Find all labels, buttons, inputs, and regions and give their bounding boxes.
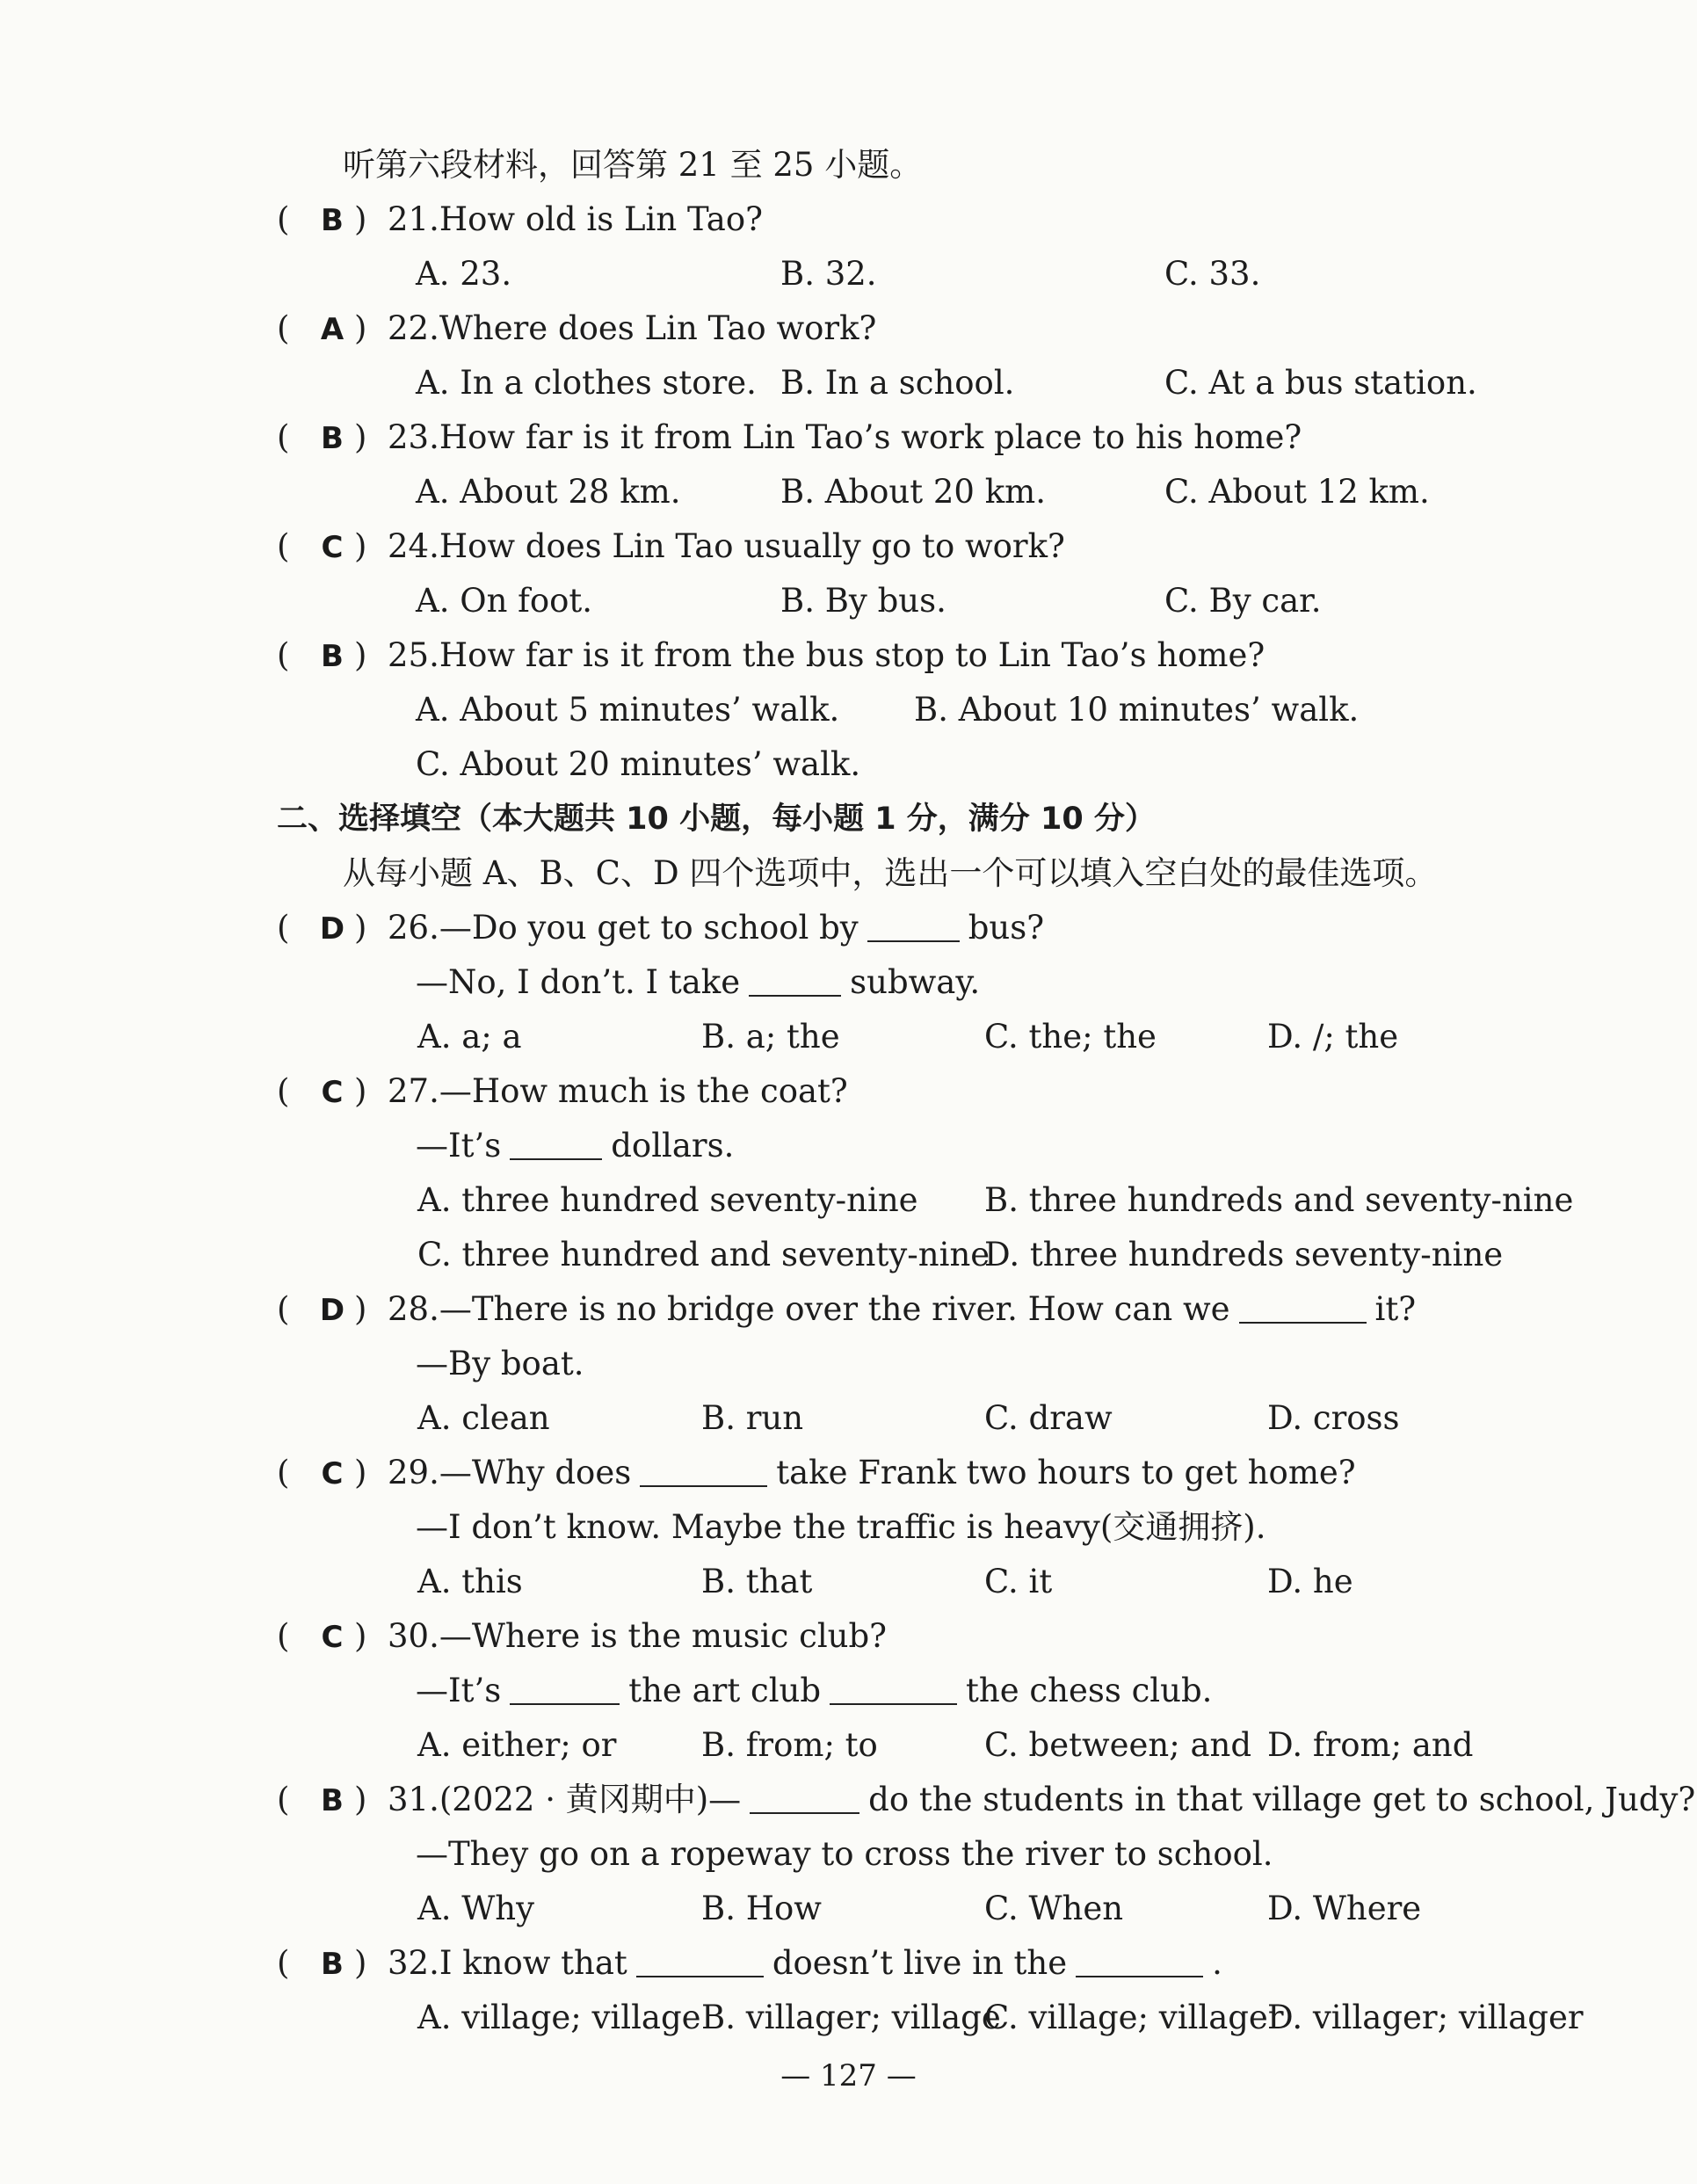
answer-27: C: [321, 1075, 344, 1110]
blank: [867, 912, 960, 942]
option: A. three hundred seventy-nine: [417, 1181, 918, 1219]
option: B. run: [701, 1399, 804, 1437]
answer-24: C: [321, 530, 344, 565]
answer-28: D: [319, 1293, 345, 1328]
question-26: ( D ) 26.—Do you get to school by bus?: [277, 909, 1045, 947]
option: C. village; villager: [984, 1999, 1284, 2036]
option: B. By bus.: [780, 582, 946, 620]
option: C. it: [984, 1563, 1053, 1600]
question-29: ( C ) 29.—Why does take Frank two hours to get home?: [277, 1454, 1356, 1491]
question-24: ( C ) 24.How does Lin Tao usually go to work?: [277, 527, 1065, 565]
question-29-reply: —I don’t know. Maybe the traffic is heavy(交通拥挤).: [416, 1508, 1266, 1546]
answer-31: B: [321, 1783, 344, 1818]
option: A. About 5 minutes’ walk.: [416, 691, 840, 729]
option: D. /; the: [1267, 1018, 1399, 1056]
option: B. three hundreds and seventy-nine: [984, 1181, 1574, 1219]
option: B. About 10 minutes’ walk.: [914, 691, 1360, 729]
option: A. In a clothes store.: [416, 364, 757, 402]
option: A. About 28 km.: [416, 473, 681, 511]
option: D. from; and: [1267, 1726, 1474, 1764]
answer-22: A: [320, 312, 344, 347]
question-21: ( B ) 21.How old is Lin Tao?: [277, 200, 763, 238]
option: D. Where: [1267, 1890, 1422, 1927]
option: D. three hundreds seventy-nine: [984, 1236, 1504, 1273]
question-28: ( D ) 28.—There is no bridge over the river. How can we it?: [277, 1290, 1417, 1328]
question-26-reply: —No, I don’t. I take subway.: [416, 963, 981, 1001]
answer-21: B: [321, 203, 344, 238]
question-25-stem: How far is it from the bus stop to Lin Tao’s home?: [439, 636, 1265, 674]
option: A. clean: [417, 1399, 550, 1437]
page-number: — 127 —: [780, 2058, 917, 2093]
option: A. 23.: [416, 255, 512, 293]
answer-30: C: [321, 1620, 344, 1655]
option: A. either; or: [417, 1726, 617, 1764]
question-23: ( B ) 23.How far is it from Lin Tao’s work place to his home?: [277, 418, 1302, 456]
blank: [830, 1675, 957, 1705]
option: C. By car.: [1164, 582, 1322, 620]
option: D. villager; villager: [1267, 1999, 1584, 2036]
question-27-reply: —It’s dollars.: [416, 1127, 735, 1165]
option: B. How: [701, 1890, 822, 1927]
option: B. a; the: [701, 1018, 840, 1056]
option: B. from; to: [701, 1726, 878, 1764]
option: C. the; the: [984, 1018, 1157, 1056]
blank: [510, 1130, 602, 1160]
answer-26: D: [319, 911, 345, 947]
option: D. cross: [1267, 1399, 1400, 1437]
question-31: ( B ) 31.(2022 · 黄冈期中)— do the students in that village get to school, Judy?: [277, 1781, 1696, 1818]
option: C. draw: [984, 1399, 1113, 1437]
option: A. village; village: [417, 1999, 701, 2036]
blank: [749, 967, 841, 997]
question-23-stem: How far is it from Lin Tao’s work place to his home?: [439, 418, 1302, 456]
answer-29: C: [321, 1456, 344, 1491]
section-instruction: 从每小题 A、B、C、D 四个选项中，选出一个可以填入空白处的最佳选项。: [343, 854, 1438, 892]
blank: [750, 1784, 859, 1814]
option: B. that: [701, 1563, 813, 1600]
question-28-reply: —By boat.: [416, 1345, 584, 1382]
section-title: 二、选择填空（本大题共 10 小题，每小题 1 分，满分 10 分）: [277, 802, 1156, 837]
answer-23: B: [321, 421, 344, 456]
question-22: ( A ) 22.Where does Lin Tao work?: [277, 309, 877, 347]
question-24-stem: How does Lin Tao usually go to work?: [439, 527, 1065, 565]
option: B. About 20 km.: [780, 473, 1046, 511]
option: A. On foot.: [416, 582, 593, 620]
blank: [1076, 1948, 1203, 1977]
option: B. 32.: [780, 255, 877, 293]
blank: [1239, 1294, 1367, 1324]
question-27: ( C ) 27.—How much is the coat?: [277, 1072, 848, 1110]
question-31-reply: —They go on a ropeway to cross the river to school.: [416, 1835, 1273, 1873]
answer-32: B: [321, 1947, 344, 1982]
question-30-reply: —It’s the art club the chess club.: [416, 1672, 1213, 1709]
question-22-stem: Where does Lin Tao work?: [439, 309, 877, 347]
option: C. About 20 minutes’ walk.: [416, 745, 861, 783]
option: C. When: [984, 1890, 1124, 1927]
option: B. In a school.: [780, 364, 1015, 402]
option: A. a; a: [417, 1018, 522, 1056]
option: B. villager; village: [701, 1999, 1001, 2036]
option: C. 33.: [1164, 255, 1261, 293]
question-32: ( B ) 32.I know that doesn’t live in the .: [277, 1944, 1222, 1982]
option: C. About 12 km.: [1164, 473, 1430, 511]
option: C. three hundred and seventy-nine: [417, 1236, 990, 1273]
option: A. Why: [417, 1890, 535, 1927]
blank: [640, 1457, 767, 1487]
option: D. he: [1267, 1563, 1353, 1600]
question-30: ( C ) 30.—Where is the music club?: [277, 1617, 888, 1655]
option: A. this: [417, 1563, 523, 1600]
option: C. between; and: [984, 1726, 1252, 1764]
blank: [510, 1675, 620, 1705]
answer-25: B: [321, 639, 344, 674]
question-21-stem: How old is Lin Tao?: [439, 200, 763, 238]
blank: [636, 1948, 764, 1977]
option: C. At a bus station.: [1164, 364, 1477, 402]
question-25: ( B ) 25.How far is it from the bus stop to Lin Tao’s home?: [277, 636, 1265, 674]
listening-instruction: 听第六段材料，回答第 21 至 25 小题。: [343, 146, 923, 184]
